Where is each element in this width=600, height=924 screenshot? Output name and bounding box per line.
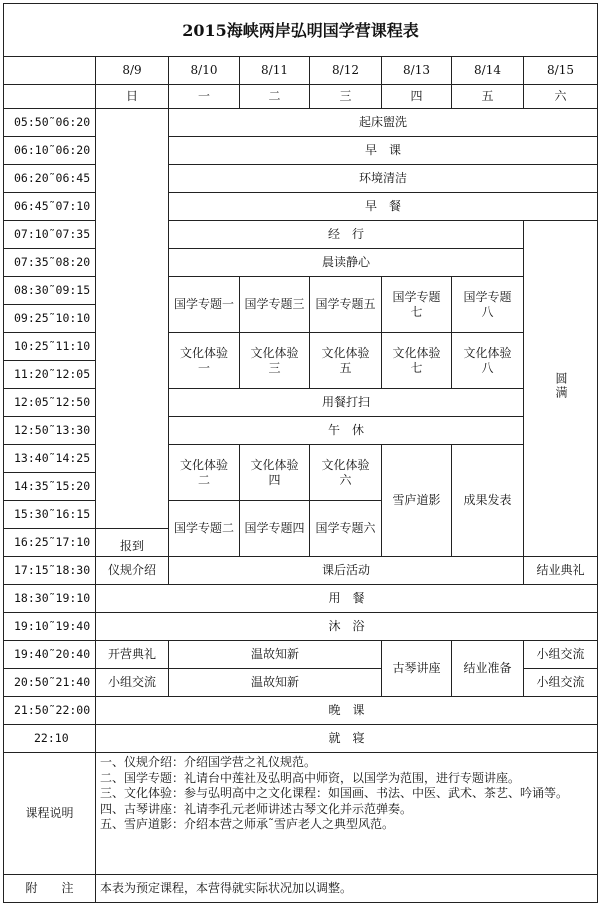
time-slot: 06:20˜06:45 <box>4 165 96 193</box>
event-after-class: 课后活动 <box>169 557 524 585</box>
time-slot: 09:25˜10:10 <box>4 305 96 333</box>
event-sleep: 就 寝 <box>96 725 598 753</box>
date-cell: 8/14 <box>452 57 524 85</box>
time-slot: 12:05˜12:50 <box>4 389 96 417</box>
event-topic2: 国学专题二 <box>169 501 240 557</box>
note-item: 一、仪规介绍：介绍国学营之礼仪规范。 <box>100 755 317 769</box>
notes-block <box>96 753 598 875</box>
event-review: 温故知新 <box>169 669 382 697</box>
event-checkin: 报到 <box>96 529 169 557</box>
event-group: 小组交流 <box>96 669 169 697</box>
event-closing: 结业典礼 <box>524 557 598 585</box>
weekday-cell: 四 <box>382 85 452 109</box>
notes-label: 课程说明 <box>4 753 96 875</box>
time-slot: 21:50˜22:00 <box>4 697 96 725</box>
event-guqin: 古琴讲座 <box>382 641 452 697</box>
event-topic1: 国学专题一 <box>169 277 240 333</box>
time-slot: 13:40˜14:25 <box>4 445 96 473</box>
weekday-cell: 日 <box>96 85 169 109</box>
event-breakfast: 早 餐 <box>169 193 598 221</box>
remark-label: 附 注 <box>4 875 96 903</box>
date-cell: 8/13 <box>382 57 452 85</box>
event-nap: 午 休 <box>169 417 524 445</box>
date-cell: 8/9 <box>96 57 169 85</box>
event-culture7: 文化体验七 <box>382 333 452 389</box>
event-group: 小组交流 <box>524 641 598 669</box>
event-culture3: 文化体验三 <box>240 333 310 389</box>
event-review: 温故知新 <box>169 641 382 669</box>
note-item: 五、雪庐道影：介绍本营之师承˜雪庐老人之典型风范。 <box>100 817 395 831</box>
event-lunch-clean: 用餐打扫 <box>169 389 524 417</box>
date-cell: 8/12 <box>310 57 382 85</box>
time-slot: 15:30˜16:15 <box>4 501 96 529</box>
event-dinner: 用 餐 <box>96 585 598 613</box>
time-slot: 10:25˜11:10 <box>4 333 96 361</box>
event-sutra: 经 行 <box>169 221 524 249</box>
date-cell: 8/10 <box>169 57 240 85</box>
event-evening-class: 晚 课 <box>96 697 598 725</box>
event-reading: 晨读静心 <box>169 249 524 277</box>
header-corner-2 <box>4 85 96 109</box>
empty-day0-block <box>96 109 169 529</box>
event-topic7: 国学专题七 <box>382 277 452 333</box>
event-prep: 结业准备 <box>452 641 524 697</box>
note-item: 四、古琴讲座：礼请李孔元老师讲述古琴文化并示范弹奏。 <box>100 801 413 816</box>
event-group: 小组交流 <box>524 669 598 697</box>
time-slot: 12:50˜13:30 <box>4 417 96 445</box>
event-topic6: 国学专题六 <box>310 501 382 557</box>
event-topic4: 国学专题四 <box>240 501 310 557</box>
time-slot: 07:10˜07:35 <box>4 221 96 249</box>
time-slot: 06:10˜06:20 <box>4 137 96 165</box>
event-xuelu: 雪庐道影 <box>382 445 452 557</box>
weekday-cell: 六 <box>524 85 598 109</box>
time-slot: 07:35˜08:20 <box>4 249 96 277</box>
time-slot: 19:40˜20:40 <box>4 641 96 669</box>
event-morning-class: 早 课 <box>169 137 598 165</box>
header-corner <box>4 57 96 85</box>
event-etiquette: 仪规介绍 <box>96 557 169 585</box>
schedule-table <box>3 3 598 903</box>
event-bath: 沐 浴 <box>96 613 598 641</box>
time-slot: 05:50˜06:20 <box>4 109 96 137</box>
time-slot: 18:30˜19:10 <box>4 585 96 613</box>
event-culture6: 文化体验六 <box>310 445 382 501</box>
time-slot: 19:10˜19:40 <box>4 613 96 641</box>
yuanman-text: 圆满 <box>554 372 569 400</box>
weekday-cell: 五 <box>452 85 524 109</box>
weekday-cell: 一 <box>169 85 240 109</box>
time-slot: 16:25˜17:10 <box>4 529 96 557</box>
time-slot: 20:50˜21:40 <box>4 669 96 697</box>
event-topic8: 国学专题八 <box>452 277 524 333</box>
time-slot: 14:35˜15:20 <box>4 473 96 501</box>
event-opening: 开营典礼 <box>96 641 169 669</box>
weekday-cell: 二 <box>240 85 310 109</box>
event-culture4: 文化体验四 <box>240 445 310 501</box>
event-yuanman <box>524 221 598 557</box>
event-culture5: 文化体验五 <box>310 333 382 389</box>
time-slot: 06:45˜07:10 <box>4 193 96 221</box>
time-slot: 22:10 <box>4 725 96 753</box>
remark-text: 本表为预定课程，本营得就实际状况加以调整。 <box>96 875 598 903</box>
time-slot: 17:15˜18:30 <box>4 557 96 585</box>
event-culture2: 文化体验二 <box>169 445 240 501</box>
time-slot: 08:30˜09:15 <box>4 277 96 305</box>
event-culture8: 文化体验八 <box>452 333 524 389</box>
weekday-cell: 三 <box>310 85 382 109</box>
event-topic5: 国学专题五 <box>310 277 382 333</box>
note-item: 二、国学专题：礼请台中莲社及弘明高中师资，以国学为范围，进行专题讲座。 <box>100 770 521 785</box>
event-cleaning: 环境清洁 <box>169 165 598 193</box>
event-wake: 起床盥洗 <box>169 109 598 137</box>
event-results: 成果发表 <box>452 445 524 557</box>
date-cell: 8/11 <box>240 57 310 85</box>
event-culture1: 文化体验一 <box>169 333 240 389</box>
time-slot: 11:20˜12:05 <box>4 361 96 389</box>
page-title: 2015海峡两岸弘明国学营课程表 <box>4 4 598 57</box>
note-item: 三、文化体验：参与弘明高中之文化课程：如国画、书法、中医、武术、茶艺、吟诵等。 <box>100 786 569 800</box>
event-topic3: 国学专题三 <box>240 277 310 333</box>
date-cell: 8/15 <box>524 57 598 85</box>
